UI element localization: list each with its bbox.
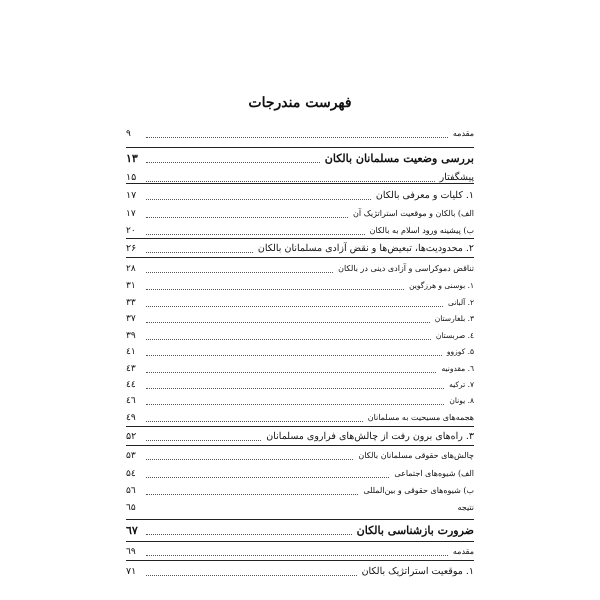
toc-entry-label: ٤. صربستان: [435, 331, 474, 340]
toc-section-balkan-recognition[interactable]: [126, 523, 474, 539]
toc-section-muslims-balkans[interactable]: [126, 151, 474, 167]
toc-entry-conclusion[interactable]: [126, 500, 474, 516]
toc-entry-page: ۱۷: [126, 209, 136, 219]
dot-leader: [146, 136, 448, 138]
toc-entry-label: الف) بالکان و موقعیت استراتژیک آن: [353, 209, 474, 218]
dot-leader: [146, 420, 363, 422]
toc-entry-label: ۲. محدودیت‌ها، تبعیض‌ها و نقض آزادی مسلمانان بالکان: [257, 243, 474, 254]
dot-leader: [146, 533, 352, 535]
toc-entry-page: ۵٤: [126, 469, 136, 479]
toc-entry-label: ۸. یونان: [449, 396, 474, 405]
toc-entry-strategic-position[interactable]: [126, 564, 474, 580]
section-divider: [126, 560, 474, 561]
toc-entry-label: ضرورت بازشناسی بالکان: [356, 524, 474, 537]
dot-leader: [146, 338, 431, 340]
dot-leader: [146, 271, 333, 273]
section-divider: [126, 147, 474, 148]
toc-entry-page: ٦۵: [126, 503, 136, 513]
toc-entry-label: ۲. آلبانی: [447, 298, 474, 307]
section-divider: [126, 257, 474, 258]
dot-leader: [146, 387, 444, 389]
toc-entry-page: ۵۳: [126, 451, 136, 461]
toc-entry-label: مقدمه: [452, 129, 474, 138]
toc-entry-bosnia[interactable]: [126, 278, 474, 294]
toc-entry-page: ٤٤: [126, 380, 136, 390]
toc-entry-1a[interactable]: [126, 206, 474, 222]
dot-leader: [146, 403, 444, 405]
toc-entry-label: بررسی وضعیت مسلمانان بالکان: [324, 152, 474, 165]
toc-entry-christianity[interactable]: [126, 410, 474, 426]
toc-entry-page: ٤۳: [126, 364, 136, 374]
toc-entry-2-democracy[interactable]: [126, 261, 474, 277]
toc-entry-bulgaria[interactable]: [126, 311, 474, 327]
toc-entry-label: مقدمه: [452, 547, 474, 556]
toc-chapter-3[interactable]: [126, 429, 474, 445]
toc-entry-label: هجمه‌های مسیحیت به مسلمانان: [367, 413, 474, 422]
toc-entry-label: ٦. مقدونیه: [441, 364, 474, 373]
toc-entry-label: الف) شیوه‌های اجتماعی: [394, 469, 474, 478]
toc-entry-page: ۵٦: [126, 486, 136, 496]
toc-entry-page: ٤۱: [126, 347, 136, 357]
dot-leader: [146, 305, 443, 307]
toc-entry-serbia[interactable]: [126, 328, 474, 344]
toc-entry-introduction-2[interactable]: [126, 544, 474, 560]
toc-entry-label: تناقض دموکراسی و آزادی دینی در بالکان: [338, 264, 474, 273]
dot-leader: [146, 554, 448, 556]
dot-leader: [146, 161, 320, 163]
toc-entry-page: ۷۱: [126, 566, 137, 577]
dot-leader: [146, 439, 261, 441]
toc-entry-greece[interactable]: [126, 393, 474, 409]
dot-leader: [146, 180, 435, 182]
section-divider: [126, 238, 474, 239]
toc-entry-label: ۱. بوسنی و هرزگوین: [409, 281, 474, 290]
toc-entry-page: ۳۱: [126, 281, 136, 291]
page-title: فهرست مندرجات: [248, 95, 352, 111]
toc-entry-page: ۱۷: [126, 190, 137, 201]
dot-leader: [146, 288, 404, 290]
toc-entry-label: ۳. راه‌های برون رفت از چالش‌های فراروی مسلمانان: [266, 431, 474, 442]
dot-leader: [146, 511, 452, 512]
dot-leader: [146, 251, 253, 253]
toc-entry-label: ۵. کوزوو: [446, 347, 474, 356]
toc-entry-legal-challenges[interactable]: [126, 448, 474, 464]
toc-entry-3b[interactable]: [126, 483, 474, 499]
toc-entry-label: ب) شیوه‌های حقوقی و بین‌المللی: [363, 486, 474, 495]
dot-leader: [146, 493, 358, 495]
toc-entry-label: ۱. کلیات و معرفی بالکان: [375, 190, 474, 201]
toc-entry-3a[interactable]: [126, 466, 474, 482]
toc-entry-page: ۲۰: [126, 226, 136, 236]
toc-entry-label: نتیجه: [457, 503, 474, 512]
dot-leader: [146, 354, 442, 356]
toc-entry-label: ب) پیشینه ورود اسلام به بالکان: [369, 226, 474, 235]
toc-entry-page: ٦۹: [126, 547, 136, 557]
toc-entry-page: ۹: [126, 129, 131, 139]
toc-entry-page: ۱۳: [126, 152, 138, 165]
toc-entry-page: ۵۲: [126, 431, 137, 442]
dot-leader: [146, 233, 365, 235]
toc-chapter-1[interactable]: [126, 188, 474, 204]
dot-leader: [146, 198, 371, 200]
dot-leader: [146, 216, 348, 218]
toc-entry-page: ۳۳: [126, 298, 136, 308]
dot-leader: [146, 458, 353, 460]
toc-entry-1b[interactable]: [126, 223, 474, 239]
toc-entry-turkey[interactable]: [126, 377, 474, 393]
toc-entry-page: ۳۷: [126, 314, 136, 324]
toc-entry-label: چالش‌های حقوقی مسلمانان بالکان: [358, 451, 474, 460]
toc-entry-page: ٤۹: [126, 413, 136, 423]
section-divider: [126, 445, 474, 446]
toc-entry-albania[interactable]: [126, 295, 474, 311]
toc-entry-label: ۱. موقعیت استراتژیک بالکان: [361, 566, 474, 577]
toc-entry-page: ۲۶: [126, 243, 137, 254]
dot-leader: [146, 574, 357, 576]
dot-leader: [146, 476, 389, 478]
toc-entry-macedonia[interactable]: [126, 361, 474, 377]
toc-entry-label: ۳. بلغارستان: [434, 314, 474, 323]
section-divider: [126, 541, 474, 542]
toc-entry-introduction[interactable]: [126, 126, 474, 142]
dot-leader: [146, 371, 436, 373]
toc-entry-kosovo[interactable]: [126, 344, 474, 360]
toc-entry-label: ۷. ترکیه: [449, 380, 474, 389]
toc-entry-page: ٦۷: [126, 524, 138, 537]
dot-leader: [146, 321, 430, 323]
section-divider: [126, 183, 474, 184]
section-divider: [126, 519, 474, 520]
table-of-contents: [126, 0, 474, 600]
toc-entry-label: پیشگفتار: [439, 172, 474, 183]
toc-entry-page: ۲۸: [126, 264, 136, 274]
toc-entry-page: ٤٦: [126, 396, 136, 406]
toc-chapter-2[interactable]: [126, 241, 474, 257]
toc-entry-page: ۳۹: [126, 331, 136, 341]
toc-entry-page: ۱۵: [126, 172, 137, 183]
section-divider: [126, 426, 474, 427]
